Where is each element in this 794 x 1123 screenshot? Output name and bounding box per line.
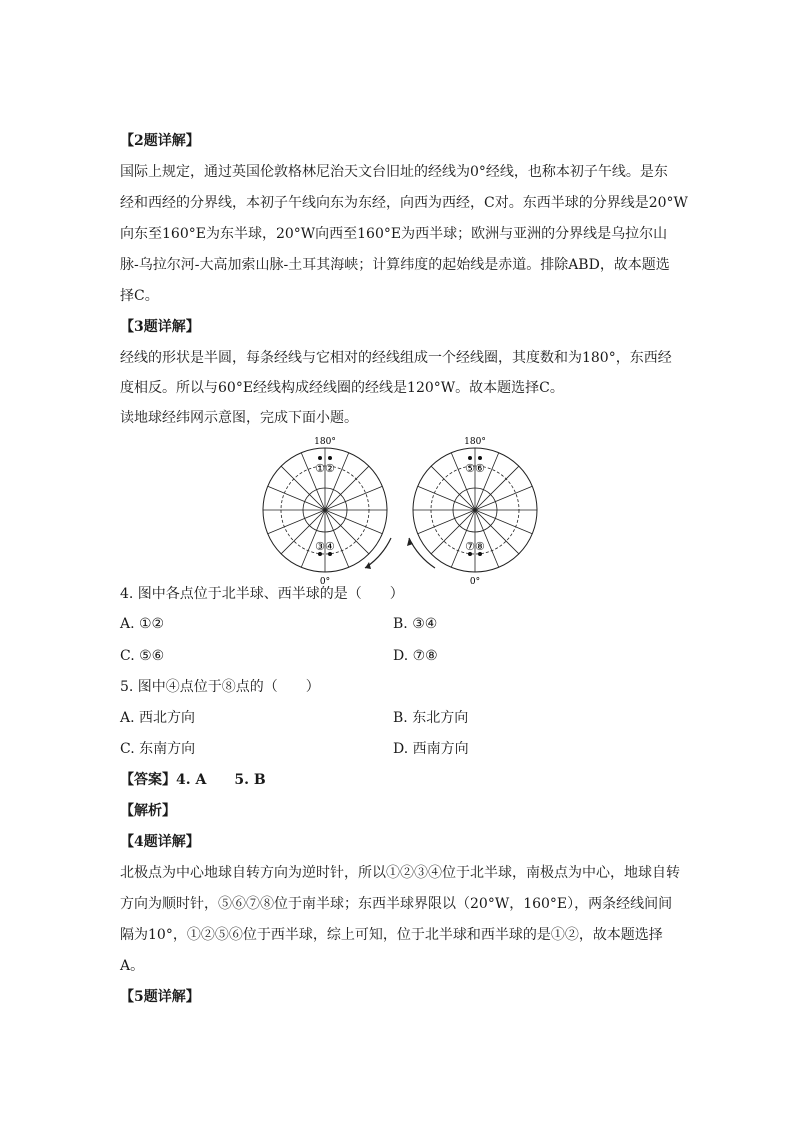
section-heading-q4-detail: 【4题详解】 <box>120 834 200 850</box>
paragraph-line: 向东至160°E为东半球，20°W向西至160°E为西半球；欧洲与亚洲的分界线是乌拉尔山 <box>120 226 668 242</box>
q4-option-c: C. ⑤⑥ <box>120 648 165 664</box>
question-5-stem: 5. 图中④点位于⑧点的（ ） <box>120 679 320 695</box>
section-heading-q2: 【2题详解】 <box>120 133 200 149</box>
rotation-arrowhead <box>365 562 371 569</box>
paragraph-line: 择C。 <box>120 288 159 304</box>
point-dot <box>478 456 482 460</box>
paragraph-line: 经线的形状是半圆，每条经线与它相对的经线组成一个经线圈，其度数和为180°，东西经 <box>120 350 672 366</box>
q5-option-a: A. 西北方向 <box>120 710 196 726</box>
paragraph-line: 国际上规定，通过英国伦敦格林尼治天文台旧址的经线为0°经线，也称本初子午线。是东 <box>120 164 668 180</box>
q4-option-d: D. ⑦⑧ <box>393 648 438 664</box>
point-dot <box>468 456 472 460</box>
paragraph-line: A。 <box>120 958 145 974</box>
section-heading-q3: 【3题详解】 <box>120 319 200 335</box>
top-longitude-label: 180° <box>314 437 336 447</box>
answer-line: 【答案】4. A 5. B <box>120 772 266 788</box>
point-dot <box>328 456 332 460</box>
q4-option-a: A. ①② <box>120 616 165 632</box>
bottom-longitude-label: 0° <box>469 577 481 587</box>
q5-option-b: B. 东北方向 <box>393 710 469 726</box>
q5-option-d: D. 西南方向 <box>393 741 469 757</box>
point-dot <box>318 456 322 460</box>
paragraph-line: 隔为10°，①②⑤⑥位于西半球，综上可知，位于北半球和西半球的是①②，故本题选择 <box>120 927 663 943</box>
lower-points-label: ③④ <box>315 540 335 553</box>
paragraph-line: 方向为顺时针，⑤⑥⑦⑧位于南半球；东西半球界限以（20°W，160°E），两条经线间间 <box>120 896 673 912</box>
paragraph-line: 北极点为中心地球自转方向为逆时针，所以①②③④位于北半球，南极点为中心，地球自转 <box>120 865 680 881</box>
bottom-longitude-label: 0° <box>319 577 331 587</box>
q4-option-b: B. ③④ <box>393 616 438 632</box>
upper-points-label: ⑤⑥ <box>465 462 485 475</box>
paragraph-line: 脉-乌拉尔河-大高加索山脉-土耳其海峡；计算纬度的起始线是赤道。排除ABD，故本题选 <box>120 257 670 273</box>
top-longitude-label: 180° <box>464 437 486 447</box>
q5-option-c: C. 东南方向 <box>120 741 196 757</box>
section-heading-q5-detail: 【5题详解】 <box>120 989 200 1005</box>
left-globe-diagram <box>263 437 391 587</box>
analysis-heading: 【解析】 <box>120 803 176 819</box>
paragraph-line: 经和西经的分界线，本初子午线向东为东经，向西为西经，C对。东西半球的分界线是20°W <box>120 195 688 211</box>
graticule-figure <box>250 430 550 590</box>
question-4-stem: 4. 图中各点位于北半球、西半球的是（ ） <box>120 586 404 602</box>
upper-points-label: ①② <box>315 462 335 475</box>
paragraph-line: 度相反。所以与60°E经线构成经线圈的经线是120°W。故本题选择C。 <box>120 380 564 396</box>
instruction-line: 读地球经纬网示意图，完成下面小题。 <box>120 410 358 426</box>
right-globe-diagram <box>407 437 537 587</box>
lower-points-label: ⑦⑧ <box>465 540 485 553</box>
